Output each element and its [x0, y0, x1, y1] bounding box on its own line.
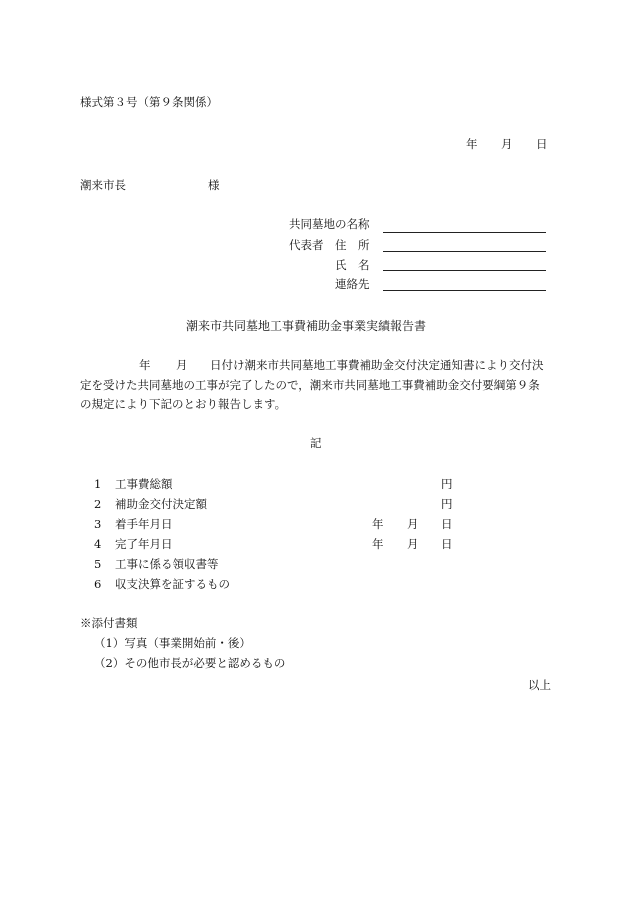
addressee-honorific: 様 — [208, 178, 220, 192]
body-month: 月 — [176, 358, 188, 372]
addressee-name: 潮来市長 — [80, 178, 126, 192]
attachment-item-photos: （1）写真（事業開始前・後） — [94, 636, 251, 650]
item-number: 6 — [94, 577, 102, 591]
item-date-day: 日 — [441, 517, 453, 531]
body-year: 年 — [139, 358, 151, 372]
cemetery-name-field[interactable] — [383, 232, 546, 233]
item-label-completion-date: 完了年月日 — [115, 537, 173, 551]
contact-field[interactable] — [383, 290, 546, 291]
item-label-settlement-proof: 収支決算を証するもの — [115, 577, 230, 591]
body-line1: 日付け潮来市共同墓地工事費補助金交付決定通知書により交付決 — [210, 358, 544, 372]
item-date-day: 日 — [441, 537, 453, 551]
closing-text: 以上 — [528, 678, 551, 692]
attachment-item-other: （2）その他市長が必要と認めるもの — [94, 656, 286, 670]
name-label: 氏 名 — [335, 258, 370, 272]
address-field[interactable] — [383, 251, 546, 252]
item-unit-yen: 円 — [441, 497, 453, 511]
document-title: 潮来市共同墓地工事費補助金事業実績報告書 — [186, 319, 427, 333]
item-number: 4 — [94, 537, 102, 551]
contact-label: 連絡先 — [335, 277, 370, 291]
body-line3: の規定により下記のとおり報告します。 — [80, 397, 287, 411]
item-date-month: 月 — [407, 517, 419, 531]
form-number: 様式第３号（第９条関係） — [80, 95, 218, 109]
date-month: 月 — [501, 137, 513, 151]
item-date-year: 年 — [372, 537, 384, 551]
cemetery-name-label: 共同墓地の名称 — [289, 217, 370, 231]
item-number: 3 — [94, 517, 102, 531]
item-number: 5 — [94, 557, 102, 571]
item-label-start-date: 着手年月日 — [115, 517, 173, 531]
attachments-heading: ※添付書類 — [80, 616, 138, 630]
body-line2: 定を受けた共同墓地の工事が完了したので，潮来市共同墓地工事費補助金交付要綱第９条 — [80, 378, 540, 392]
item-date-month: 月 — [407, 537, 419, 551]
item-unit-yen: 円 — [441, 477, 453, 491]
item-label-subsidy-amount: 補助金交付決定額 — [115, 497, 207, 511]
item-number: 1 — [94, 477, 102, 491]
item-label-construction-total: 工事費総額 — [115, 477, 173, 491]
item-date-year: 年 — [372, 517, 384, 531]
representative-label: 代表者 — [289, 238, 324, 252]
item-label-receipts: 工事に係る領収書等 — [115, 557, 219, 571]
ki-heading: 記 — [310, 436, 322, 450]
name-field[interactable] — [383, 270, 546, 271]
date-day: 日 — [536, 137, 548, 151]
date-year: 年 — [466, 137, 478, 151]
address-label: 住 所 — [335, 238, 370, 252]
item-number: 2 — [94, 497, 102, 511]
